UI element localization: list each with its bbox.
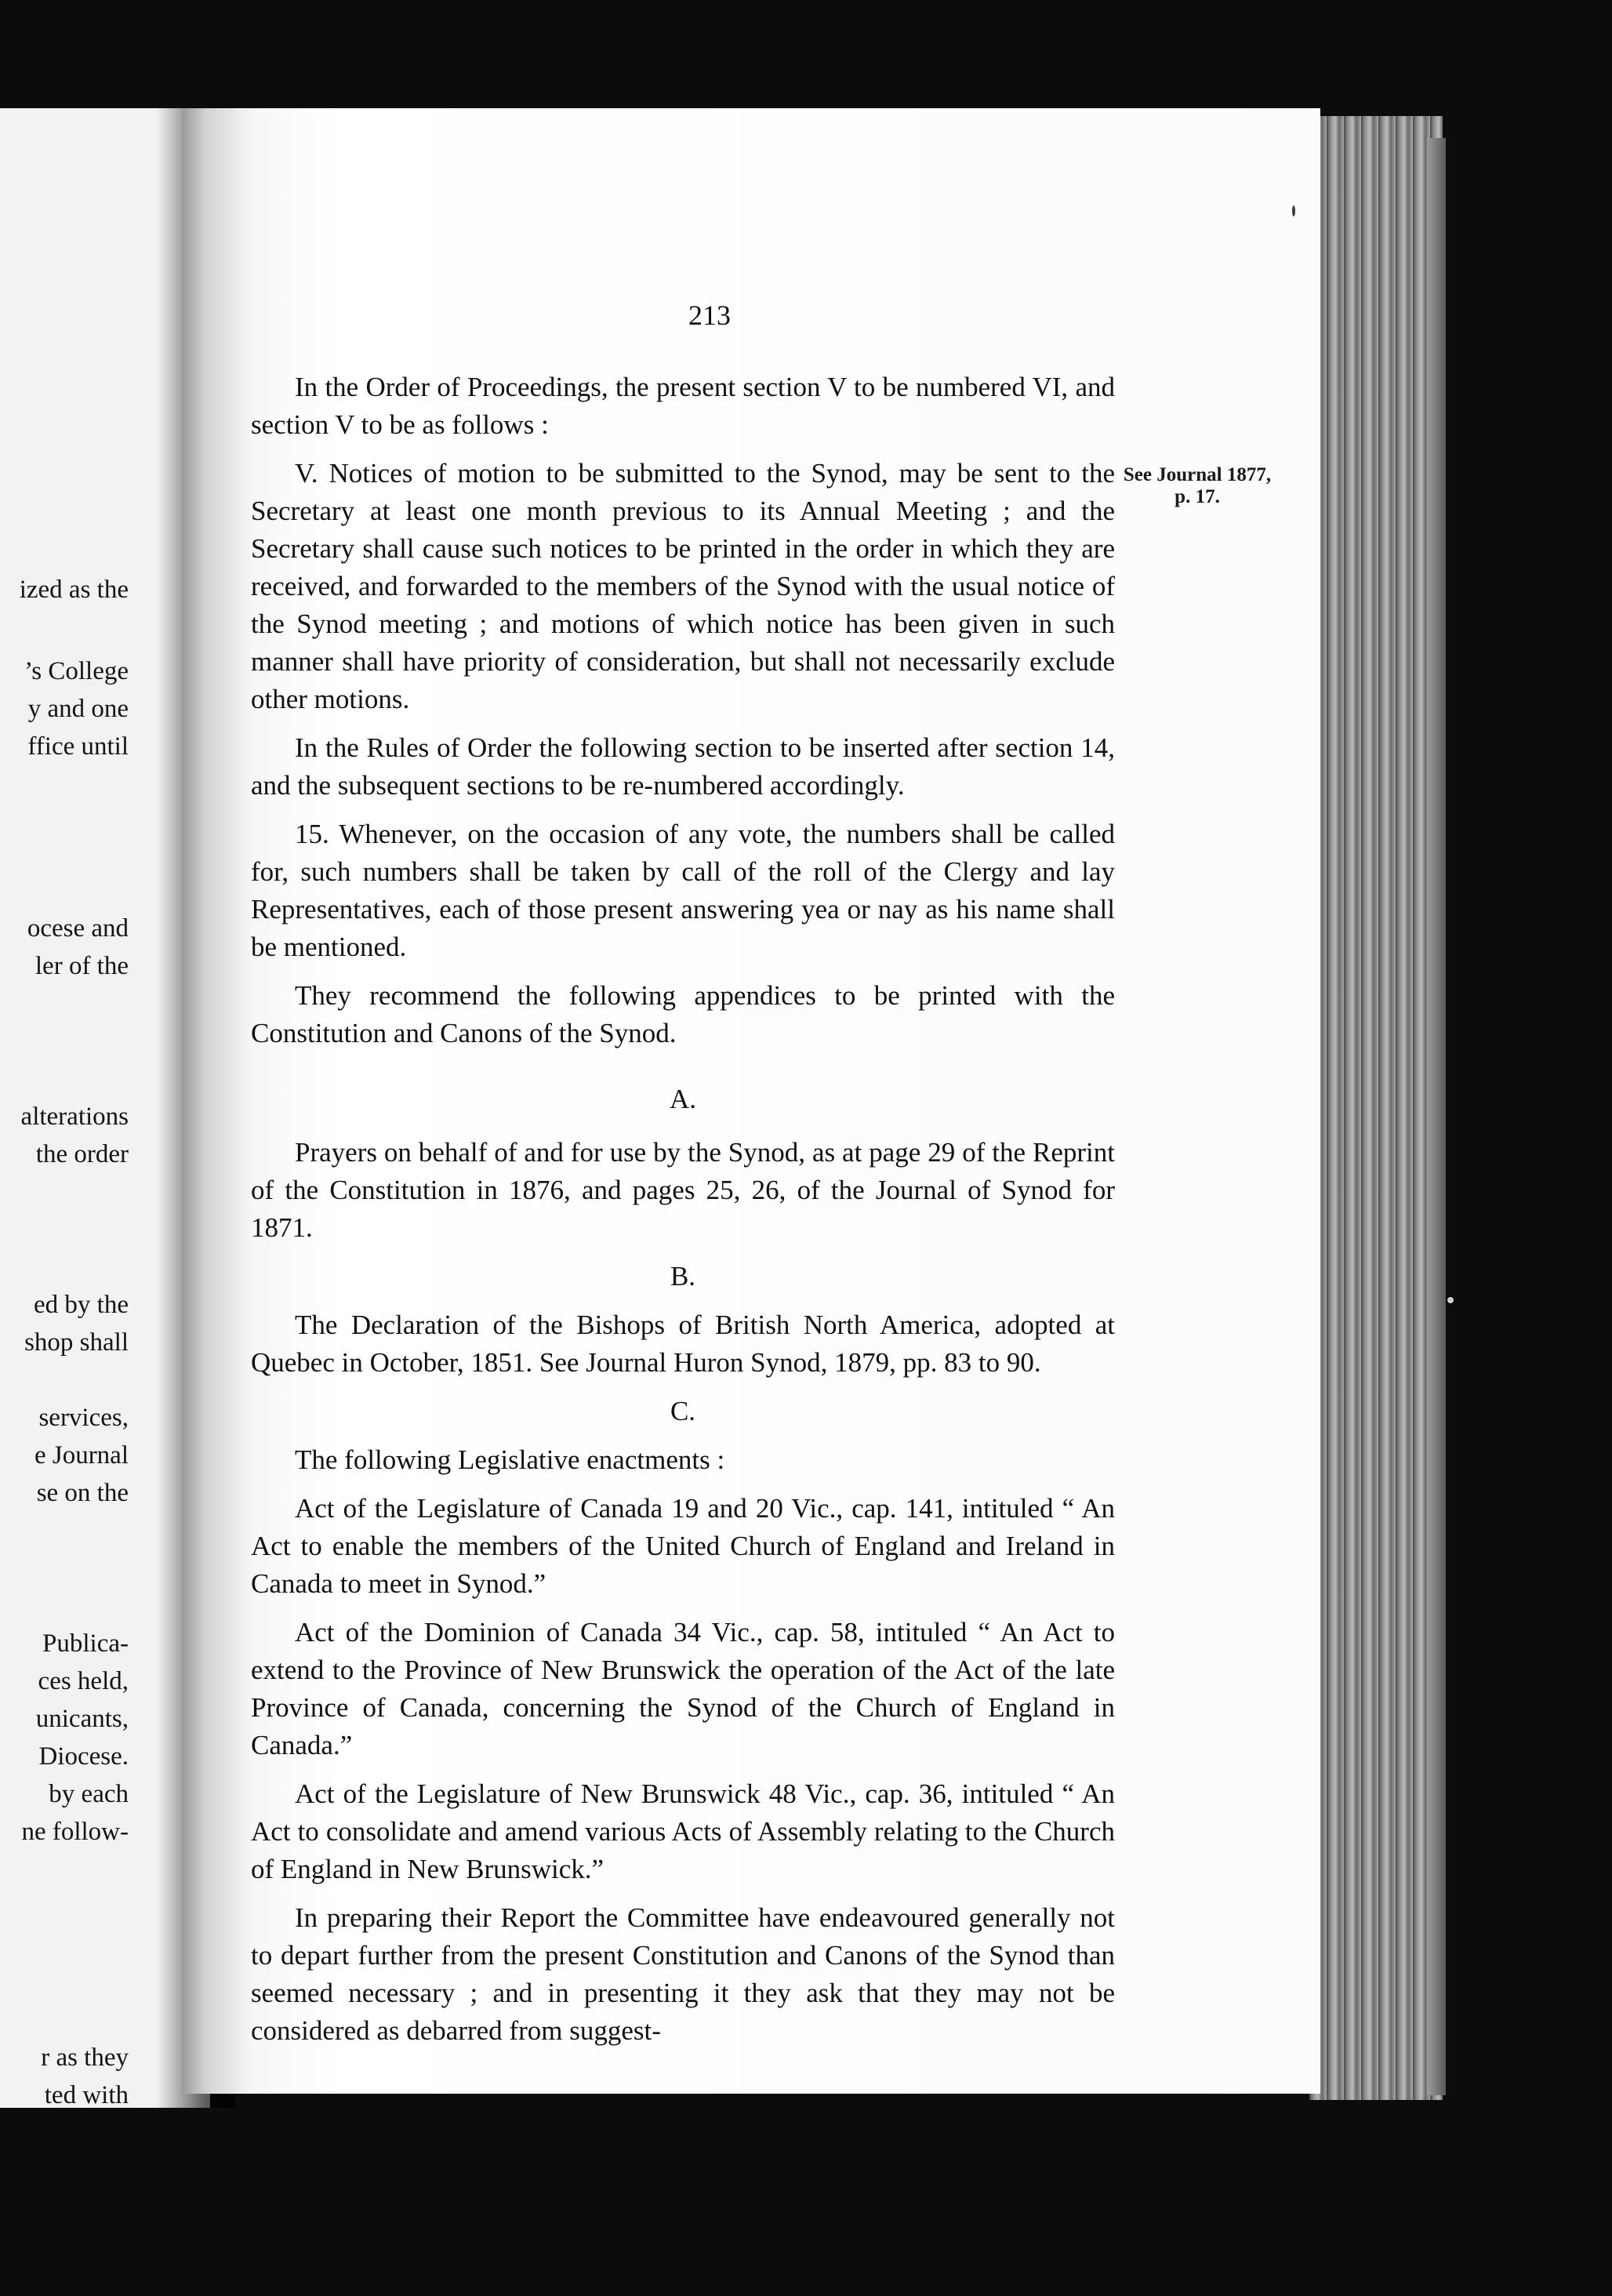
facing-page-line: Diocese. <box>38 1742 129 1771</box>
facing-page-line: e Journal <box>34 1441 129 1470</box>
book-edge <box>1427 138 1446 2095</box>
facing-page-line: ces held, <box>38 1667 129 1695</box>
paragraph: In the Order of Proceedings, the present section V to be numbered VI, and section V to be as follows : <box>251 372 1115 440</box>
margin-note: See Journal 1877, p. 17. <box>1123 464 1272 507</box>
facing-page-line: unicants, <box>35 1705 129 1733</box>
appendix-heading: A. <box>669 1084 697 1114</box>
paragraph: They recommend the following appendices to be printed with the Constitution and Canons of the Synod. <box>251 980 1115 1048</box>
facing-page-line: by each <box>49 1780 129 1808</box>
paragraph: The following Legislative enactments : <box>295 1444 725 1475</box>
facing-page-line: shop shall <box>24 1328 129 1357</box>
paragraph: V. Notices of motion to be submitted to the Synod, may be sent to the Secretary at least one month previous to its Annual Meeting ; and the Secretary shall cause such notices to be printed in the order in which they are received, and forwarded to the members of the Synod with the usual notice of the Synod meeting ; and motions of which notice has been given in such manner shall have priority of consideration, but shall not necessarily exclude other motions. <box>251 458 1115 714</box>
paragraph: In preparing their Report the Committee have endeavoured generally not to depart further from the present Constitution and Canons of the Synod than seemed necessary ; and in presenting it they ask that they may not be considered as debarred from suggest- <box>251 1902 1115 2046</box>
facing-page-line: alterations <box>20 1103 129 1131</box>
appendix-heading: B. <box>670 1261 696 1292</box>
facing-page-line: services, <box>38 1404 129 1432</box>
facing-page-line: the order <box>35 1140 129 1168</box>
paragraph: Act of the Dominion of Canada 34 Vic., cap. 58, intituled “ An Act to extend to the Province of New Brunswick the operation of the Act of the late Province of Canada, concerning the Synod of the Church of England in Canada.” <box>251 1617 1115 1760</box>
page-number: 213 <box>688 300 731 331</box>
paragraph: The Declaration of the Bishops of British North America, adopted at Quebec in October, 1851. See Journal Huron Synod, 1879, pp. 83 to 90. <box>251 1310 1115 1378</box>
facing-page-line: Publica- <box>42 1629 129 1658</box>
facing-page-line: se on the <box>36 1479 129 1507</box>
facing-page-line: ffice until <box>27 732 129 761</box>
paragraph: In the Rules of Order the following section to be inserted after section 14, and the subsequent sections to be re-numbered accordingly. <box>251 732 1115 801</box>
facing-page-line: y and one <box>27 695 129 723</box>
page-body <box>251 369 1115 2061</box>
paragraph: Prayers on behalf of and for use by the Synod, as at page 29 of the Reprint of the Constitution in 1876, and pages 25, 26, of the Journal of Synod for 1871. <box>251 1137 1115 1243</box>
facing-page-line: ized as the <box>19 576 129 604</box>
facing-page-line: r as they <box>41 2044 129 2072</box>
appendix-heading: C. <box>670 1396 696 1426</box>
facing-page-line: ed by the <box>34 1291 129 1319</box>
scan-speck <box>1447 1297 1454 1303</box>
paragraph: 15. Whenever, on the occasion of any vote, the numbers shall be called for, such numbers shall be taken by call of the roll of the Clergy and lay Representatives, each of those present answering yea or nay as his name shall be mentioned. <box>251 819 1115 962</box>
scan-speck <box>1292 205 1295 216</box>
page-edges <box>1309 116 1443 2100</box>
paragraph: Act of the Legislature of Canada 19 and 20 Vic., cap. 141, intituled “ An Act to enable the members of the United Church of England and Ireland in Canada to meet in Synod.” <box>251 1493 1115 1599</box>
facing-page-line: ler of the <box>34 952 129 980</box>
facing-page-line: ’s College <box>24 657 129 685</box>
facing-page-line: ted with <box>44 2081 129 2108</box>
facing-page-line: ne follow- <box>21 1818 129 1846</box>
facing-page-line: ocese and <box>27 914 129 943</box>
paragraph: Act of the Legislature of New Brunswick 48 Vic., cap. 36, intituled “ An Act to consolidate and amend various Acts of Assembly relating to the Church of England in New Brunswick.” <box>251 1778 1115 1884</box>
